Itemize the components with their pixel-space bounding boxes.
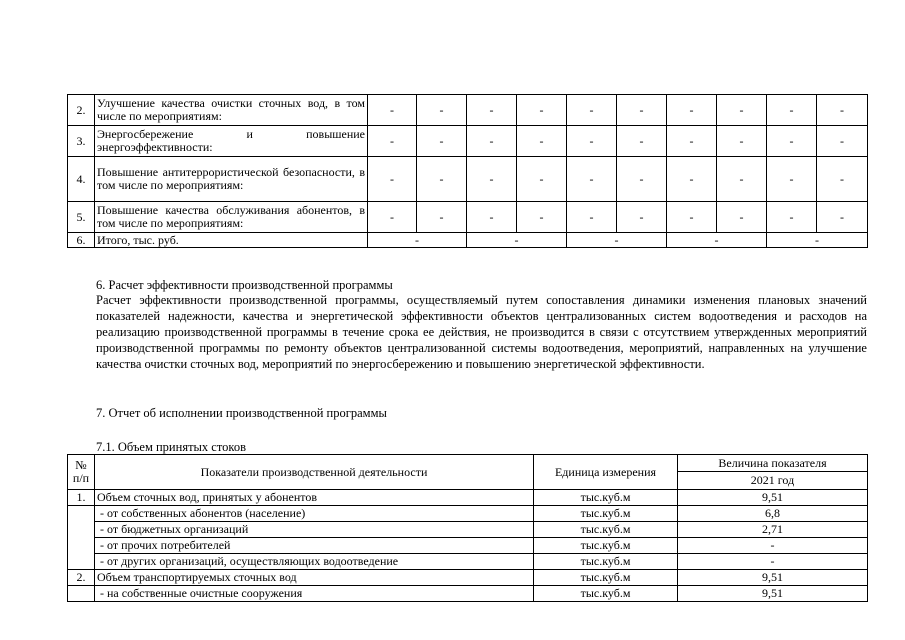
- row-unit: тыс.куб.м: [534, 490, 678, 506]
- row-name: Итого, тыс. руб.: [95, 233, 368, 248]
- row-name: Энергосбережение и повышение энергоэффективности:: [95, 126, 368, 157]
- row-value: 2,71: [678, 522, 868, 538]
- cell: -: [467, 126, 517, 157]
- row-number: 1.: [68, 490, 95, 506]
- cell: -: [467, 202, 517, 233]
- cell: -: [368, 202, 417, 233]
- cell: -: [667, 95, 717, 126]
- table-row: [68, 157, 868, 202]
- section-6-title: 6. Расчет эффективности производственной программы: [96, 278, 393, 292]
- cell: -: [717, 126, 767, 157]
- cell: -: [717, 95, 767, 126]
- cell: -: [417, 202, 467, 233]
- cell: -: [417, 95, 467, 126]
- cell: -: [667, 233, 767, 248]
- cell: -: [467, 95, 517, 126]
- header-num: № п/п: [68, 455, 95, 490]
- row-name: - от прочих потребителей: [95, 538, 534, 554]
- row-value: 9,51: [678, 490, 868, 506]
- row-name: Повышение качества обслуживания абонентов, в том числе по мероприятиям:: [95, 202, 368, 233]
- row-name: Повышение антитеррористической безопасности, в том числе по мероприятиям:: [95, 157, 368, 202]
- cell: -: [617, 126, 667, 157]
- row-value: 9,51: [678, 586, 868, 602]
- row-number: 3.: [68, 126, 95, 157]
- cell: -: [767, 202, 817, 233]
- table-row: [68, 202, 868, 233]
- table-row: [68, 522, 868, 538]
- cell: -: [417, 157, 467, 202]
- table-row: [68, 126, 868, 157]
- section-7-1-title: 7.1. Объем принятых стоков: [96, 440, 246, 454]
- row-name: Объем сточных вод, принятых у абонентов: [95, 490, 534, 506]
- cell: -: [717, 202, 767, 233]
- cell: -: [717, 157, 767, 202]
- cell: -: [517, 126, 567, 157]
- cell: -: [567, 157, 617, 202]
- row-unit: тыс.куб.м: [534, 554, 678, 570]
- cell: -: [467, 157, 517, 202]
- row-name: - от собственных абонентов (население): [95, 506, 534, 522]
- row-name: - от других организаций, осуществляющих водоотведение: [95, 554, 534, 570]
- row-number: [68, 586, 95, 602]
- table-row: [68, 554, 868, 570]
- table-row: [68, 506, 868, 522]
- cell: -: [417, 126, 467, 157]
- cell: -: [368, 126, 417, 157]
- cell: -: [567, 202, 617, 233]
- row-unit: тыс.куб.м: [534, 522, 678, 538]
- cell: -: [667, 126, 717, 157]
- header-unit: Единица измерения: [534, 455, 678, 490]
- cell: -: [517, 95, 567, 126]
- table-row: [68, 490, 868, 506]
- row-value: 9,51: [678, 570, 868, 586]
- total-row: [68, 233, 868, 248]
- cell: -: [817, 126, 868, 157]
- cell: -: [617, 202, 667, 233]
- header-value: Величина показателя: [678, 455, 868, 472]
- section-7-title: 7. Отчет об исполнении производственной программы: [96, 406, 387, 420]
- cell: -: [368, 95, 417, 126]
- cell: -: [617, 95, 667, 126]
- header-indicator: Показатели производственной деятельности: [95, 455, 534, 490]
- row-name: Улучшение качества очистки сточных вод, в том числе по мероприятиям:: [95, 95, 368, 126]
- cell: -: [667, 202, 717, 233]
- cell: -: [817, 157, 868, 202]
- row-unit: тыс.куб.м: [534, 570, 678, 586]
- row-value: -: [678, 554, 868, 570]
- cell: -: [617, 157, 667, 202]
- row-number: [68, 506, 95, 570]
- cell: -: [767, 157, 817, 202]
- header-year: 2021 год: [678, 472, 868, 490]
- cell: -: [667, 157, 717, 202]
- section-6-text: Расчет эффективности производственной программы, осуществляемый путем сопоставления динамики изменения плановых значений показателей надежности, качества и энергетической эффективности объектов централизованных систем водоотведения и расходов на реализацию производственной программы в течение срока ее действия, не производится в связи с отсутствием утвержденных мероприятий производственной программы по ремонту объектов централизованной системы водоотведения, мероприятий, направленных на улучшение качества очистки сточных вод, мероприятий по энергосбережению и повышению энергетической эффективности.: [96, 293, 867, 371]
- row-name: - на собственные очистные сооружения: [95, 586, 534, 602]
- table-row: [68, 570, 868, 586]
- cell: -: [517, 157, 567, 202]
- cell: -: [767, 126, 817, 157]
- row-number: 2.: [68, 95, 95, 126]
- row-value: -: [678, 538, 868, 554]
- row-unit: тыс.куб.м: [534, 538, 678, 554]
- program-measures-table: [67, 94, 868, 248]
- row-value: 6,8: [678, 506, 868, 522]
- cell: -: [368, 233, 467, 248]
- row-number: 2.: [68, 570, 95, 586]
- row-unit: тыс.куб.м: [534, 586, 678, 602]
- cell: -: [368, 157, 417, 202]
- row-number: 5.: [68, 202, 95, 233]
- table-row: [68, 95, 868, 126]
- row-number: 6.: [68, 233, 95, 248]
- header-row: [68, 455, 868, 472]
- cell: -: [567, 95, 617, 126]
- cell: -: [767, 233, 868, 248]
- table-row: [68, 586, 868, 602]
- cell: -: [817, 95, 868, 126]
- row-name: Объем транспортируемых сточных вод: [95, 570, 534, 586]
- table-row: [68, 538, 868, 554]
- cell: -: [567, 233, 667, 248]
- row-unit: тыс.куб.м: [534, 506, 678, 522]
- cell: -: [817, 202, 868, 233]
- cell: -: [767, 95, 817, 126]
- cell: -: [567, 126, 617, 157]
- accepted-wastewater-table: [67, 454, 868, 602]
- cell: -: [517, 202, 567, 233]
- row-number: 4.: [68, 157, 95, 202]
- cell: -: [467, 233, 567, 248]
- row-name: - от бюджетных организаций: [95, 522, 534, 538]
